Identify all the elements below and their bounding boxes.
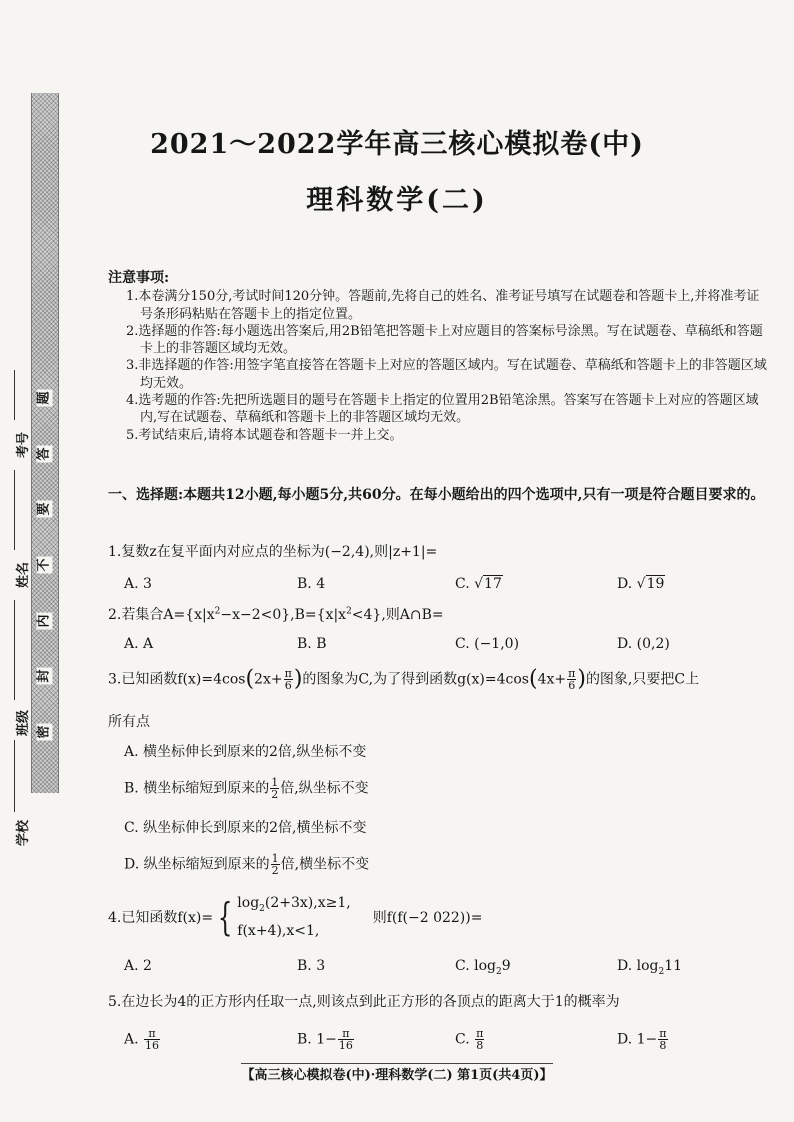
numerator: π [284, 667, 292, 680]
stem-part: 2x+ [254, 671, 283, 688]
case-text: (2+3x),x≥1, [264, 895, 351, 911]
stem-part: 的图象,只要把C上 [585, 671, 700, 688]
case-text: log [237, 895, 260, 911]
fraction [144, 1028, 160, 1051]
option-text: 倍,横坐标不变 [280, 856, 370, 873]
option-b[interactable]: B. B [297, 636, 327, 652]
option-b[interactable] [124, 777, 369, 800]
stem-part: 3.已知函数f(x)=4cos [108, 671, 246, 688]
option-a[interactable]: A. A [124, 636, 154, 652]
radicand: 19 [646, 576, 665, 592]
notice-item: 2.选择题的作答:每小题选出答案后,用2B铅笔把答题卡上对应题目的答案标号涂黑。写在试题卷、草稿纸和答题卡上的非答题区域均无效。 [126, 323, 763, 357]
question-1-stem: 1.复数z在复平面内对应点的坐标为(−2,4),则|z+1|= [108, 544, 438, 560]
option-text: C. log [455, 958, 496, 974]
notice-item: 5.考试结束后,请将本试题卷和答题卡一并上交。 [126, 427, 403, 443]
question-4-options [0, 958, 794, 978]
option-text: B. 横坐标缩短到原来的 [124, 780, 270, 797]
option-text: D. 纵坐标缩短到原来的 [124, 856, 270, 873]
denominator: 2 [271, 788, 279, 801]
seal-line-text [35, 390, 55, 740]
option-d[interactable] [124, 853, 369, 876]
notice-item: 3.非选择题的作答:用签字笔直接答在答题卡上对应的答题区域内。写在试题卷、草稿纸和答题卡上的非答题区域均无效。 [126, 358, 767, 391]
paren: ( [528, 666, 538, 692]
option-label: C. [455, 576, 475, 592]
denominator: 6 [284, 679, 292, 692]
school-label: 学校 [16, 819, 31, 846]
denominator: 8 [659, 1039, 667, 1052]
log-base: 2 [658, 966, 665, 977]
fraction [271, 853, 280, 876]
question-5-options [0, 1028, 794, 1058]
paren: ) [577, 666, 586, 692]
option-label: A. [124, 1031, 144, 1048]
brace: { [217, 894, 233, 939]
log-base: 2 [259, 903, 265, 914]
notice-heading: 注意事项: [108, 270, 170, 286]
option-b[interactable]: B. 4 [297, 576, 326, 592]
numerator: π [144, 1028, 160, 1040]
fraction [658, 1028, 667, 1051]
name-blank[interactable] [14, 470, 15, 550]
option-text: 倍,纵坐标不变 [280, 780, 369, 797]
seal-char: 要 [36, 502, 52, 516]
exam-id-blank[interactable] [14, 370, 15, 420]
numerator: π [568, 667, 576, 680]
numerator: π [659, 1027, 667, 1040]
exponent: 2 [214, 606, 221, 617]
option-c[interactable] [455, 958, 511, 977]
option-b[interactable] [297, 1028, 355, 1051]
fraction [567, 668, 576, 691]
question-1-options [0, 576, 794, 596]
option-label: D. [617, 576, 637, 592]
piecewise-cases [237, 892, 350, 942]
denominator: 16 [338, 1039, 353, 1052]
class-label: 班级 [16, 709, 31, 736]
option-a[interactable]: A. 3 [124, 576, 152, 592]
stem-part: <4},则A∩B= [351, 607, 444, 623]
paren: ( [245, 666, 255, 692]
option-b[interactable]: B. 3 [297, 958, 326, 974]
option-text: 11 [664, 958, 683, 974]
option-d[interactable]: D. (0,2) [617, 636, 670, 652]
option-c[interactable]: C. √17 [455, 576, 502, 592]
stem-part: 的图象为C,为了得到函数g(x)=4cos [302, 671, 529, 688]
option-label: B. 1− [297, 1031, 337, 1048]
option-c[interactable]: C. (−1,0) [455, 636, 520, 652]
numerator: π [338, 1028, 354, 1040]
stem-part: 2.若集合A={x|x [108, 607, 215, 623]
question-5-stem: 5.在边长为4的正方形内任取一点,则该点到此正方形的各顶点的距离大于1的概率为 [108, 994, 620, 1010]
stem-part: 4.已知函数f(x)= [108, 909, 214, 926]
fraction [338, 1028, 354, 1051]
option-a[interactable]: A. 横坐标伸长到原来的2倍,纵坐标不变 [124, 744, 367, 760]
question-3-stem [108, 668, 699, 691]
page-footer [0, 1064, 794, 1083]
paren: ) [293, 666, 303, 692]
log-base: 2 [495, 966, 502, 977]
numerator: 1 [271, 852, 279, 865]
notice-item: 1.本卷满分150分,考试时间120分钟。答题前,先将自己的姓名、准考证号填写在试题卷和答题卡上,并将准考证号条形码粘贴在答题卡上的指定位置。 [126, 289, 760, 322]
radicand: 17 [484, 576, 502, 592]
footer-text: 【高三核心模拟卷(中)·理科数学(二) 第1页(共4页)】 [241, 1063, 552, 1083]
option-text: D. log [617, 958, 659, 974]
school-blank[interactable] [14, 740, 15, 812]
denominator: 2 [271, 864, 279, 877]
option-label: C. [455, 1031, 475, 1048]
question-2-stem [108, 604, 444, 624]
fraction [284, 668, 293, 691]
option-c[interactable] [455, 1028, 485, 1051]
option-d[interactable]: D. √19 [617, 576, 665, 592]
fraction [475, 1028, 484, 1051]
exponent: 2 [346, 606, 352, 617]
option-text: 9 [501, 958, 511, 974]
option-a[interactable] [124, 1028, 161, 1051]
option-d[interactable] [617, 1028, 669, 1051]
stem-part: 4x+ [537, 671, 567, 688]
denominator: 6 [568, 679, 576, 692]
question-2-options [0, 636, 794, 656]
numerator: π [476, 1027, 484, 1040]
question-4-stem [108, 892, 482, 942]
notice-item: 4.选考题的作答:先把所选题目的题号在答题卡上指定的位置用2B铅笔涂黑。答案写在答题卡上对应的答题区域内,写在试题卷、草稿纸和答题卡上的非答题区域均无效。 [126, 393, 759, 426]
option-label: D. 1− [617, 1031, 658, 1048]
case-2: f(x+4),x<1, [237, 922, 320, 939]
numerator: 1 [271, 776, 279, 789]
seal-char: 题 [36, 391, 52, 405]
notice-block [108, 270, 768, 444]
candidate-info-fields [0, 0, 30, 1122]
stem-part: −x−2<0},B={x|x [220, 607, 347, 623]
name-label: 姓名 [16, 561, 31, 588]
seal-char: 内 [36, 614, 52, 628]
seal-char: 密 [36, 725, 52, 739]
option-d[interactable] [617, 958, 682, 977]
seal-char: 答 [36, 447, 52, 461]
option-c[interactable]: C. 纵坐标伸长到原来的2倍,横坐标不变 [124, 820, 367, 836]
seal-char: 不 [36, 558, 52, 572]
option-a[interactable]: A. 2 [124, 958, 152, 974]
question-3-stem-cont: 所有点 [108, 714, 150, 730]
section-heading: 一、选择题:本题共12小题,每小题5分,共60分。在每小题给出的四个选项中,只有一项是符合题目要求的。 [108, 487, 765, 503]
exam-title: 2021～2022学年高三核心模拟卷(中) [150, 129, 644, 160]
seal-char: 封 [36, 669, 52, 683]
denominator: 8 [476, 1039, 484, 1052]
denominator: 16 [145, 1039, 160, 1052]
exam-subject: 理科数学(二) [306, 185, 488, 216]
fraction [270, 777, 279, 800]
exam-id-label: 考号 [16, 431, 31, 458]
case-1 [237, 892, 350, 920]
stem-part: 则f(f(−2 022))= [372, 909, 483, 926]
